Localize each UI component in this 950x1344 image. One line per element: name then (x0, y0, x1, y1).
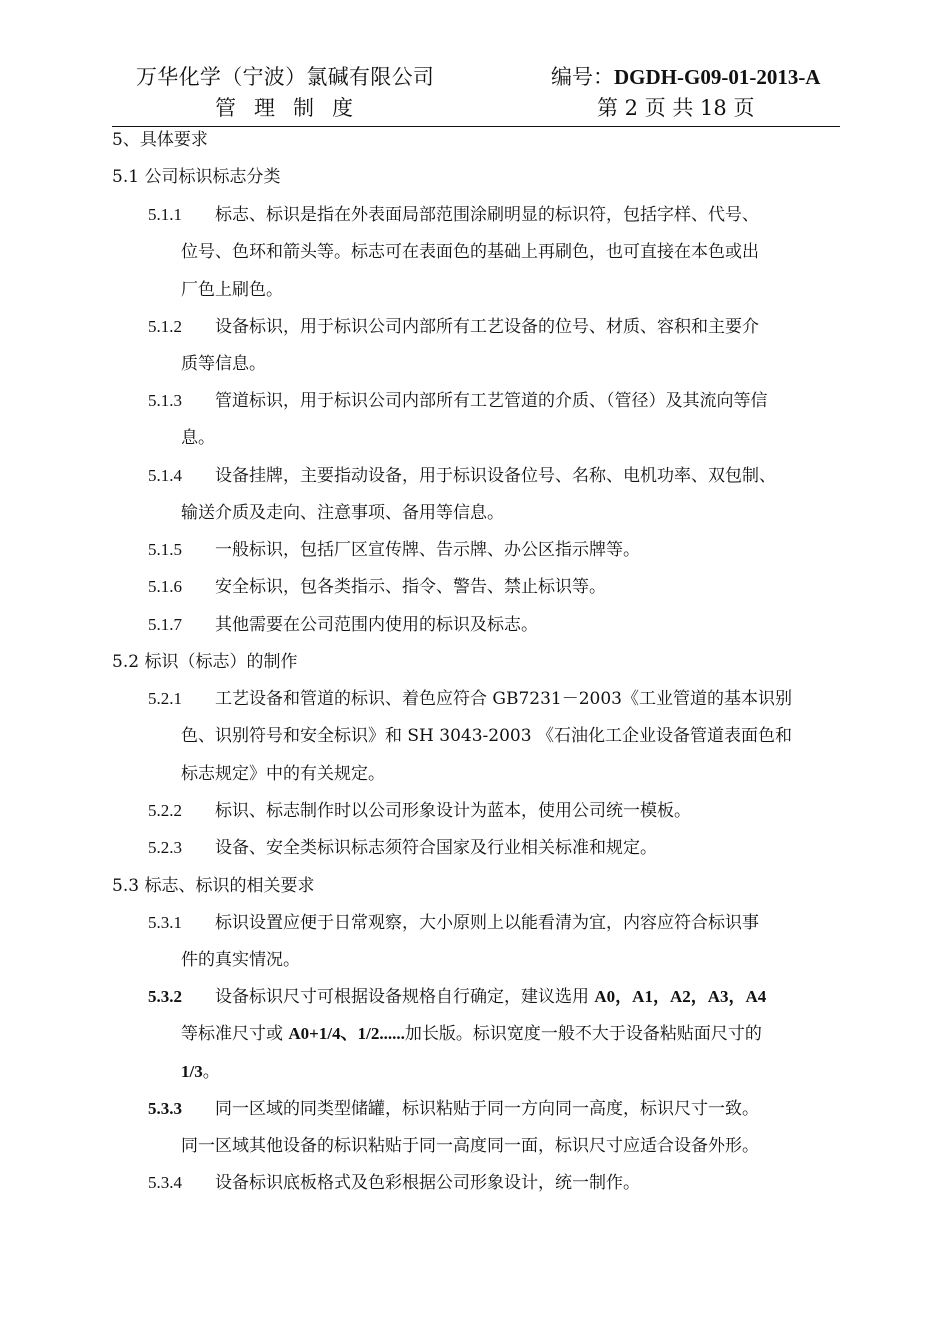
item-text: 输送介质及走向、注意事项、备用等信息。 (181, 503, 504, 523)
item-number: 5.3.4 (148, 1173, 182, 1192)
item-text: 位号、色环和箭头等。标志可在表面色的基础上再刷色，也可直接在本色或出 (181, 242, 759, 262)
section-heading: 5.2 标识（标志）的制作 (112, 652, 298, 672)
document-number (551, 64, 820, 90)
item-text: 件的真实情况。 (181, 950, 300, 970)
item-text: 标识、标志制作时以公司形象设计为蓝本，使用公司统一模板。 (215, 801, 691, 821)
item-number: 5.1.7 (148, 615, 182, 634)
item-text-segment: 加长版。标识宽度一般不大于设备粘贴面尺寸的 (404, 1024, 762, 1044)
item-text: 标识设置应便于日常观察，大小原则上以能看清为宜，内容应符合标识事 (215, 913, 759, 933)
item-text: 质等信息。 (181, 354, 266, 374)
item-text: 其他需要在公司范围内使用的标识及标志。 (215, 615, 538, 635)
item-text: 设备标识底板格式及色彩根据公司形象设计，统一制作。 (215, 1173, 640, 1193)
ratio-value: 1/3 (181, 1062, 203, 1081)
company-name: 万华化学（宁波）氯碱有限公司 (136, 65, 435, 89)
item-text (181, 1023, 762, 1045)
item-text: 管道标识，用于标识公司内部所有工艺管道的介质、（管径）及其流向等信 (215, 391, 768, 411)
section-heading: 5.1 公司标识标志分类 (112, 167, 281, 187)
item-number: 5.1.2 (148, 317, 182, 336)
item-text: 同一区域的同类型储罐，标识粘贴于同一方向同一高度，标识尺寸一致。 (215, 1099, 759, 1119)
paper-size-list: A0，A1，A2，A3，A4 (594, 987, 767, 1006)
header-rule (112, 126, 840, 127)
item-text: 设备标识，用于标识公司内部所有工艺设备的位号、材质、容积和主要介 (215, 317, 759, 337)
item-number: 5.2.2 (148, 801, 182, 820)
item-number: 5.3.3 (148, 1099, 182, 1118)
item-number: 5.3.2 (148, 987, 182, 1006)
item-text: 设备挂牌，主要指动设备，用于标识设备位号、名称、电机功率、双包制、 (215, 466, 776, 486)
document-number-value: DGDH-G09-01-2013-A (614, 65, 821, 89)
item-text (215, 986, 766, 1008)
item-number: 5.1.4 (148, 466, 182, 485)
item-number: 5.1.1 (148, 205, 182, 224)
item-number: 5.2.3 (148, 838, 182, 857)
item-text: 标志、标识是指在外表面局部范围涂刷明显的标识符，包括字样、代号、 (215, 205, 759, 225)
item-text-segment: 。 (202, 1062, 220, 1082)
item-text (181, 1061, 220, 1083)
section-heading: 5、具体要求 (112, 130, 208, 150)
item-number: 5.2.1 (148, 689, 182, 708)
item-number: 5.1.6 (148, 577, 182, 596)
item-text: 同一区域其他设备的标识粘贴于同一高度同一面，标识尺寸应适合设备外形。 (181, 1136, 759, 1156)
item-text: 安全标识，包各类指示、指令、警告、禁止标识等。 (215, 577, 606, 597)
item-number: 5.1.3 (148, 391, 182, 410)
extended-size-list: A0+1/4、1/2...... (288, 1024, 405, 1043)
item-text-segment: 设备标识尺寸可根据设备规格自行确定，建议选用 (215, 987, 595, 1007)
section-heading: 5.3 标志、标识的相关要求 (112, 876, 315, 896)
item-text-segment: 等标准尺寸或 (181, 1024, 289, 1044)
item-text: 设备、安全类标识标志须符合国家及行业相关标准和规定。 (215, 838, 657, 858)
item-text: 色、识别符号和安全标识》和 SH 3043-2003 《石油化工企业设备管道表面色和 (181, 726, 792, 746)
item-number: 5.3.1 (148, 913, 182, 932)
item-text: 标志规定》中的有关规定。 (181, 764, 385, 784)
item-text: 息。 (181, 428, 215, 448)
document-type: 管理制度 (215, 96, 371, 120)
document-number-label: 编号： (551, 65, 614, 89)
item-number: 5.1.5 (148, 540, 182, 559)
item-text: 一般标识，包括厂区宣传牌、告示牌、办公区指示牌等。 (215, 540, 640, 560)
item-text: 厂色上刷色。 (181, 280, 283, 300)
item-text: 工艺设备和管道的标识、着色应符合 GB7231－2003《工业管道的基本识别 (215, 689, 793, 709)
page-info: 第 2 页 共 18 页 (597, 96, 755, 120)
